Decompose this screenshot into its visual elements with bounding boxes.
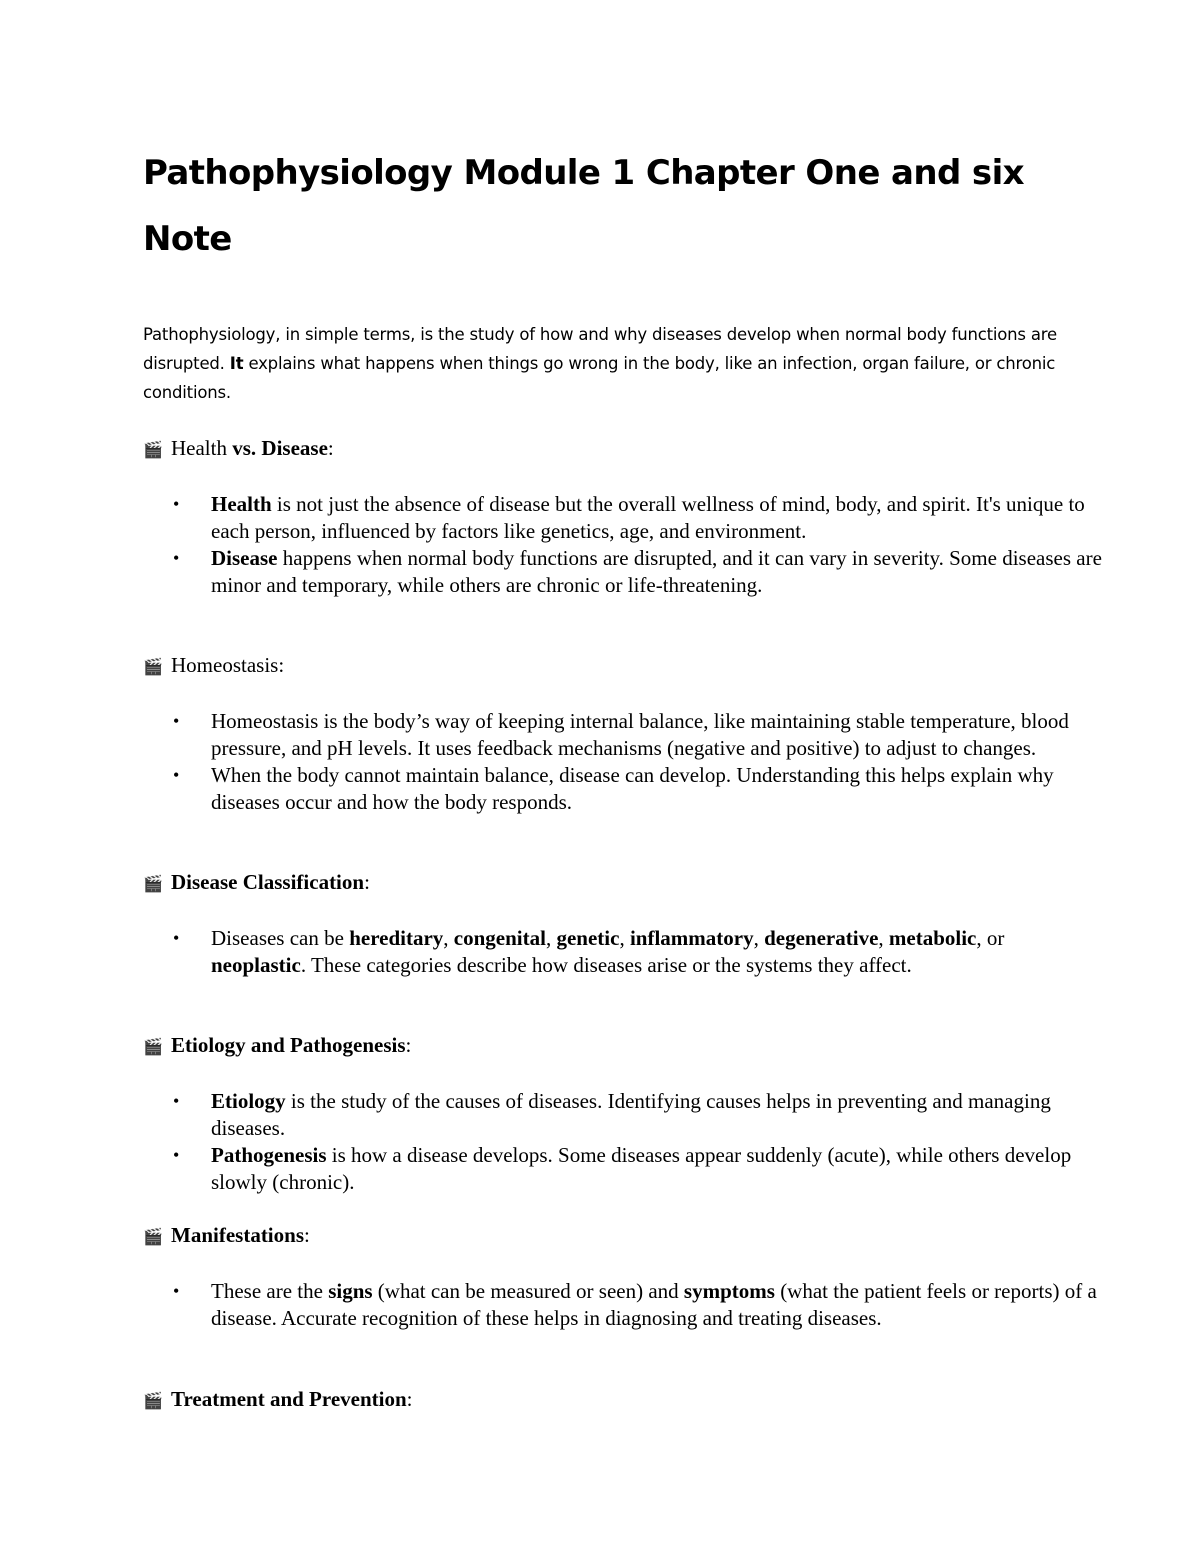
- clapperboard-icon: 🎬: [143, 1393, 163, 1410]
- item-text: Homeostasis is the body’s way of keeping internal balance, like maintaining stable temperature, blood pressure, and pH levels. It uses feedback mechanisms (negative and positive) to adjust to changes.: [211, 709, 1069, 760]
- heading-bold: Disease Classification: [171, 870, 365, 894]
- list-item: [143, 1278, 1103, 1332]
- separator: ,: [878, 926, 889, 950]
- section-manifestations: [143, 1221, 1103, 1332]
- item-text: Diseases can be: [211, 926, 350, 950]
- bullet-icon: •: [173, 711, 180, 731]
- term: signs: [328, 1279, 373, 1303]
- term: degenerative: [764, 926, 879, 950]
- bullet-list: [143, 925, 1103, 979]
- bullet-list: [143, 708, 1103, 816]
- item-text: When the body cannot maintain balance, disease can develop. Understanding this helps explain why diseases occur and how the body responds.: [211, 763, 1054, 814]
- list-item: [143, 1088, 1103, 1142]
- list-item: [143, 762, 1103, 816]
- bullet-list: [143, 1278, 1103, 1332]
- bullet-icon: •: [173, 1281, 180, 1301]
- section-heading: [143, 1031, 1103, 1062]
- item-text: is not just the absence of disease but the overall wellness of mind, body, and spirit. It's unique to each person, influenced by factors like genetics, age, and environment.: [211, 492, 1085, 543]
- term: congenital: [453, 926, 546, 950]
- section-treatment-prevention: [143, 1385, 1103, 1416]
- clapperboard-icon: 🎬: [143, 442, 163, 459]
- heading-colon: :: [406, 1387, 413, 1411]
- item-text: . These categories describe how diseases arise or the systems they affect.: [300, 953, 912, 977]
- list-item: [143, 491, 1103, 545]
- item-text: is how a disease develops. Some diseases appear suddenly (acute), while others develop slowly (chronic).: [211, 1143, 1072, 1194]
- clapperboard-icon: 🎬: [143, 1229, 163, 1246]
- section-heading: [143, 434, 1103, 465]
- item-text: happens when normal body functions are disrupted, and it can vary in severity. Some diseases are minor and temporary, while others are chronic or life-threatening.: [211, 546, 1102, 597]
- heading-bold: vs. Disease: [232, 436, 328, 460]
- section-disease-classification: [143, 868, 1103, 979]
- bullet-icon: •: [173, 1091, 180, 1111]
- item-text: is the study of the causes of diseases. Identifying causes helps in preventing and managing diseases.: [211, 1089, 1051, 1140]
- term: inflammatory: [629, 926, 754, 950]
- intro-paragraph: [143, 320, 1063, 407]
- heading-text: Homeostasis:: [171, 653, 285, 677]
- term: genetic: [556, 926, 620, 950]
- item-text: (what can be measured or seen) and: [372, 1279, 684, 1303]
- heading-bold: Treatment and Prevention: [171, 1387, 407, 1411]
- term: Etiology: [211, 1089, 286, 1113]
- heading-bold: Etiology and Pathogenesis: [171, 1033, 406, 1057]
- bullet-list: [143, 491, 1103, 599]
- heading-colon: :: [327, 436, 334, 460]
- term: Health: [211, 492, 272, 516]
- list-item: [143, 925, 1103, 979]
- separator: ,: [753, 926, 765, 950]
- term: metabolic: [888, 926, 977, 950]
- bullet-icon: •: [173, 548, 180, 568]
- title-line-2: Note: [143, 219, 232, 259]
- section-heading: [143, 651, 1103, 682]
- section-health-vs-disease: [143, 434, 1103, 599]
- heading-colon: :: [304, 1223, 310, 1247]
- heading-text: Health: [171, 436, 233, 460]
- separator: ,: [619, 926, 630, 950]
- section-homeostasis: [143, 651, 1103, 816]
- bullet-icon: •: [173, 494, 180, 514]
- term: neoplastic: [211, 953, 301, 977]
- list-item: [143, 1142, 1103, 1196]
- item-text: (what the patient feels or reports) of a disease. Accurate recognition of these helps in diagnosing and treating diseases.: [211, 1279, 1097, 1330]
- bullet-icon: •: [173, 765, 180, 785]
- list-item: [143, 708, 1103, 762]
- term: symptoms: [683, 1279, 775, 1303]
- clapperboard-icon: 🎬: [143, 659, 163, 676]
- item-text: These are the: [211, 1279, 329, 1303]
- section-etiology-pathogenesis: [143, 1031, 1103, 1196]
- term: Pathogenesis: [211, 1143, 327, 1167]
- page-title: [143, 140, 1143, 272]
- bullet-icon: •: [173, 1145, 180, 1165]
- term: Disease: [211, 546, 278, 570]
- intro-bold-it: It: [229, 354, 244, 373]
- intro-text-2: explains what happens when things go wrong in the body, like an infection, organ failure, or chronic conditions.: [143, 354, 1056, 402]
- section-heading: [143, 1221, 1103, 1252]
- separator: ,: [443, 926, 454, 950]
- bullet-list: [143, 1088, 1103, 1196]
- heading-colon: :: [364, 870, 370, 894]
- bullet-icon: •: [173, 928, 180, 948]
- clapperboard-icon: 🎬: [143, 876, 163, 893]
- section-heading: [143, 868, 1103, 899]
- separator: , or: [976, 926, 1005, 950]
- clapperboard-icon: 🎬: [143, 1039, 163, 1056]
- section-heading: [143, 1385, 1103, 1416]
- heading-bold: Manifestations: [171, 1223, 304, 1247]
- separator: ,: [545, 926, 557, 950]
- heading-colon: :: [405, 1033, 412, 1057]
- intro-text-1: Pathophysiology, in simple terms, is the study of how and why diseases develop when normal body functions are disrupted.: [143, 325, 1057, 373]
- title-line-1: Pathophysiology Module 1 Chapter One and six: [143, 153, 1024, 193]
- term: hereditary: [349, 926, 444, 950]
- list-item: [143, 545, 1103, 599]
